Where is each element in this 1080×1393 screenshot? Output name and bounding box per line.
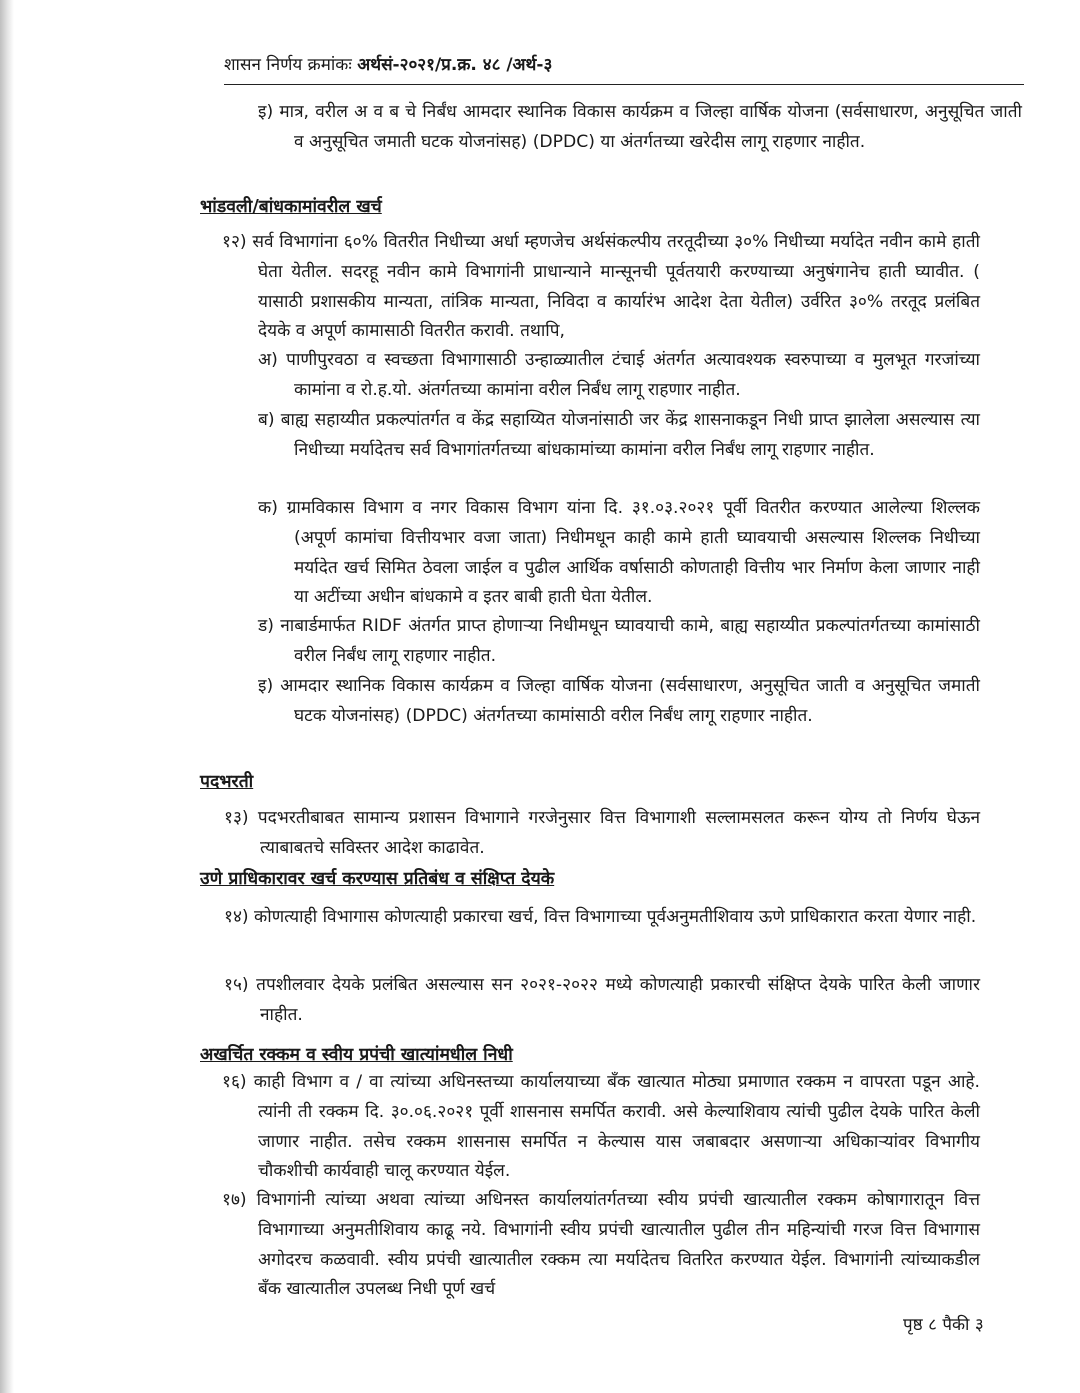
para-13: १३) पदभरतीबाबत सामान्य प्रशासन विभागाने गरजेनुसार वित्त विभागाशी सल्लामसलत करून योग्य तो निर्णय घेऊन त्याबाबतचे सविस्तर आदेश काढावेत. (224, 808, 980, 858)
intro-item-e: इ) मात्र, वरील अ व ब चे निर्बंध आमदार स्थानिक विकास कार्यक्रम व जिल्हा वार्षिक योजना (सर्वसाधारण, अनुसूचित जाती व अनुसूचित जमाती घटक योजनांसह) (DPDC) या अंतर्गतच्या खरेदीस लागू राहणार नाहीत. (258, 102, 1022, 152)
para-12-item-b: ब) बाह्य सहाय्यीत प्रकल्पांतर्गत व केंद्र सहाय्यित योजनांसाठी जर केंद्र शासनाकडून निधी प्राप्त झालेला असल्यास त्या निधीच्या मर्यादेतच सर्व विभागांतर्गतच्या बांधकामांच्या कामांना वरील निर्बंध लागू राहणार नाहीत. (258, 410, 980, 460)
para-16: १६) काही विभाग व / वा त्यांच्या अधिनस्तच्या कार्यालयाच्या बँक खात्यात मोठ्या प्रमाणात रक्कम न वापरता पडून आहे. त्यांनी ती रक्कम दि. ३०.०६.२०२१ पूर्वी शासनास समर्पित करावी. असे केल्याशिवाय त्यांची पुढील देयके पारित केली जाणार नाहीत. तसेच रक्कम शासनास समर्पित न केल्यास यास जबाबदार असणाऱ्या अधिकाऱ्यांवर विभागीय चौकशीची कार्यवाही चालू करण्यात येईल. (222, 1072, 980, 1182)
page-number: पृष्ठ ८ पैकी ३ (903, 1315, 984, 1335)
para-12-item-k: क) ग्रामविकास विभाग व नगर विकास विभाग यांना दि. ३१.०३.२०२१ पूर्वी वितरीत करण्यात आलेल्या शिल्लक (अपूर्ण कामांचा वित्तीयभार वजा जाता) निधीमधून काही कामे हाती घ्यावयाची असल्यास शिल्लक निधीच्या मर्यादेत खर्च सिमित ठेवला जाईल व पुढील आर्थिक वर्षासाठी कोणताही वित्तीय भार निर्माण केला जाणार नाही या अटींच्या अधीन बांधकामे व इतर बाबी हाती घेता येतील. (258, 498, 980, 608)
para-15: १५) तपशीलवार देयके प्रलंबित असल्यास सन २०२१-२०२२ मध्ये कोणत्याही प्रकारची संक्षिप्त देयके पारित केली जाणार नाहीत. (224, 975, 980, 1025)
para-12-item-a: अ) पाणीपुरवठा व स्वच्छता विभागासाठी उन्हाळ्यातील टंचाई अंतर्गत अत्यावश्यक स्वरुपाच्या व मुलभूत गरजांच्या कामांना व रो.ह.यो. अंतर्गतच्या कामांना वरील निर्बंध लागू राहणार नाहीत. (258, 350, 980, 400)
header-prefix: शासन निर्णय क्रमांकः (224, 55, 352, 75)
section-heading-negative-authority: उणे प्राधिकारावर खर्च करण्यास प्रतिबंध व संक्षिप्त देयके (200, 869, 555, 889)
para-17: १७) विभागांनी त्यांच्या अथवा त्यांच्या अधिनस्त कार्यालयांतर्गतच्या स्वीय प्रपंची खात्यातील रक्कम कोषागारातून वित्त विभागाच्या अनुमतीशिवाय काढू नये. विभागांनी स्वीय प्रपंची खात्यातील पुढील तीन महिन्यांची गरज वित्त विभागास अगोदरच कळवावी. स्वीय प्रपंची खात्यातील रक्कम त्या मर्यादेतच वितरित करण्यात येईल. विभागांनी त्यांच्याकडील बँक खात्यातील उपलब्ध निधी पूर्ण खर्च (222, 1190, 980, 1300)
para-14: १४) कोणत्याही विभागास कोणत्याही प्रकारचा खर्च, वित्त विभागाच्या पूर्वअनुमतीशिवाय ऊणे प्राधिकारात करता येणार नाही. (224, 907, 977, 927)
page-edge-shadow (0, 0, 14, 1393)
page-header (224, 52, 1024, 78)
para-12-item-e: इ) आमदार स्थानिक विकास कार्यक्रम व जिल्हा वार्षिक योजना (सर्वसाधारण, अनुसूचित जाती व अनुसूचित जमाती घटक योजनांसह) (DPDC) अंतर्गतच्या कामांसाठी वरील निर्बंध लागू राहणार नाहीत. (258, 676, 980, 726)
header-gr-number: अर्थसं-२०२१/प्र.क्र. ४८ /अर्थ-३ (357, 55, 553, 75)
para-12: १२) सर्व विभागांना ६०% वितरीत निधीच्या अर्धा म्हणजेच अर्थसंकल्पीय तरतूदीच्या ३०% निधीच्या मर्यादेत नवीन कामे हाती घेता येतील. सदरहू नवीन कामे विभागांनी प्राधान्याने मान्सूनची पूर्वतयारी करण्याच्या अनुषंगानेच हाती घ्यावीत. ( यासाठी प्रशासकीय मान्यता, तांत्रिक मान्यता, निविदा व कार्यारंभ आदेश देता येतील) उर्वरित ३०% तरतूद प्रलंबित देयके व अपूर्ण कामासाठी वितरीत करावी. तथापि, (222, 232, 980, 342)
para-12-item-d: ड) नाबार्डमार्फत RIDF अंतर्गत प्राप्त होणाऱ्या निधीमधून घ्यावयाची कामे, बाह्य सहाय्यीत प्रकल्पांतर्गतच्या कामांसाठी वरील निर्बंध लागू राहणार नाहीत. (258, 616, 980, 666)
section-heading-recruitment: पदभरती (200, 772, 254, 792)
section-heading-unspent-funds: अखर्चित रक्कम व स्वीय प्रपंची खात्यांमधील निधी (200, 1045, 513, 1065)
section-heading-capital-works: भांडवली/बांधकामांवरील खर्च (200, 197, 382, 217)
header-divider (224, 84, 1024, 85)
